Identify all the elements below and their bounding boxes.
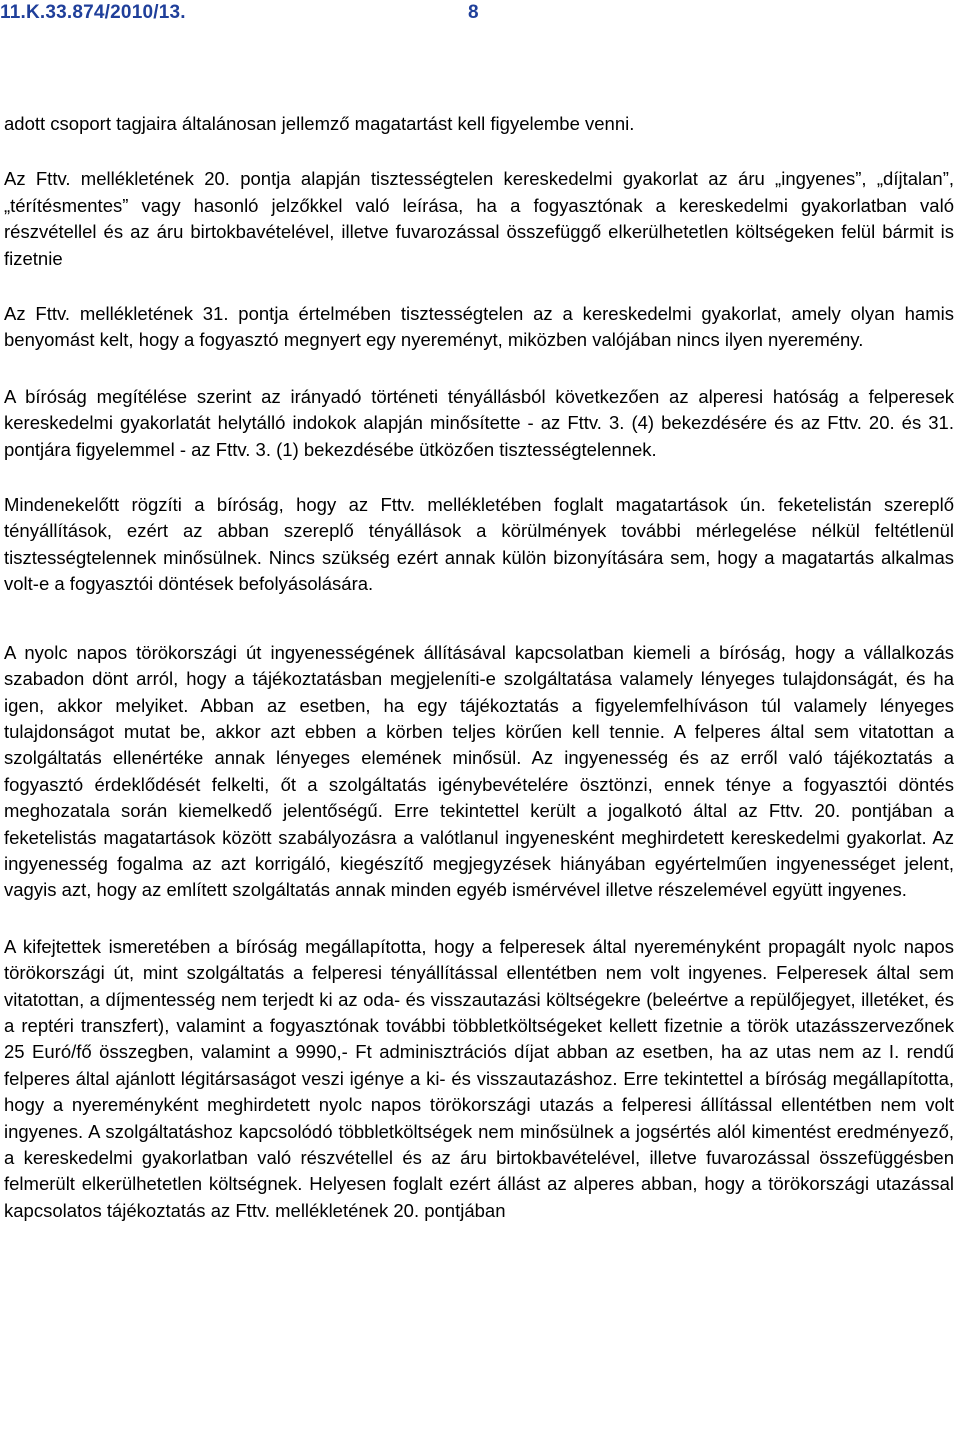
paragraph-blacklist: Mindenekelőtt rögzíti a bíróság, hogy az Fttv. mellékletében foglalt magatartások ún. feketelistán szereplő tényállítások, ezért az abban szereplő tényállások a körülmények további mérlegelése nélkül feltétlenül tisztességtelennek minősülnek. Nincs szükség ezért annak külön bizonyítására sem, hogy a magatartás alkalmas volt-e a fogyasztói döntések befolyásolására. xyxy=(4,494,954,595)
paragraph-court-findings: A kifejtettek ismeretében a bíróság megállapította, hogy a felperesek által nyereményként propagált nyolc napos törökországi út, mint szolgáltatás a felperesi tényállítással ellentétben nem volt ingyenes. Felperesek által sem vitatottan, a díjmentesség nem terjedt ki az oda- és visszautazási költségekre (beleértve a repülőjegyet, illetéket, és a reptéri transzfert), valamint a fogyasztónak további többletköltségeket kellett fizetnie a török utazásszervezőnek 25 Euró/fő összegben, valamint a 9990,- Ft adminisztrációs díjat abban az esetben, ha az utas nem az I. rendű felperes által ajánlott légitársaságot veszi igénye a ki- és visszautazáshoz. Erre tekintettel a bíróság megállapította, hogy a nyereményként meghirdetett nyolc napos törökországi utazás a felperesi állítással ellentétben nem volt ingyenes. A szolgáltatáshoz kapcsolódó többletköltségek nem minősülnek a jogsértés alól kimentést eredményező, a kereskedelmi gyakorlatban való részvétellel és az áru birtokbavételével, illetve fuvarozással összefüggésben felmerült elkerülhetetlen költségnek. Helyesen foglalt ezért állást az alperes abban, hogy a törökországi utazással kapcsolatos tájékoztatás az Fttv. mellékletének 20. pontjában xyxy=(4,935,954,1221)
paragraph-free-trip-statement: A nyolc napos törökországi út ingyenességének állításával kapcsolatban kiemeli a bíróság, hogy a vállalkozás szabadon dönt arról, hogy a tájékoztatásban megjeleníti-e szolgáltatása valamely lényeges tulajdonságát, és ha igen, akkor melyiket. Abban az esetben, ha egy tájékoztatás a figyelemfelhíváson túl valamely lényeges tulajdonságot mutat be, akkor azt ebben a körben teljes körűen kell tennie. A felperes által sem vitatottan a szolgáltatás ellenértéke annak lényeges elemének minősül. Az ingyenesség és az erről való tájékoztatás a fogyasztó érdeklődését felkelti, őt a szolgáltatás igénybevételére ösztönzi, ennek ténye a fogyasztói döntés meghozatala során kiemelkedő jelentőségű. Erre tekintettel került a jogalkotó által az Fttv. 20. pontjában a feketelistás magatartások között szabályozásra a valótlanul ingyenesként meghirdetett kereskedelmi gyakorlat. Az ingyenesség fogalma az azt korrigáló, kiegészítő megjegyzések hiányában egyértelműen ingyenességet jelent, vagyis azt, hogy az említett szolgáltatás annak minden egyéb ismérvével illetve részelemével együtt ingyenes. xyxy=(4,641,954,901)
document-body xyxy=(4,111,954,1224)
case-reference-number: 11.K.33.874/2010/13. xyxy=(0,2,186,23)
paragraph-fttv-point-20: Az Fttv. mellékletének 20. pontja alapján tisztességtelen kereskedelmi gyakorlat az áru „ingyenes”, „díjtalan”, „térítésmentes” vagy hasonló jelzőkkel való leírása, ha a fogyasztónak a kereskedelmi gyakorlatban való részvétellel és az áru birtokbavételével, illetve fuvarozással összefüggő elkerülhetetlen költségeken felül bármit is fizetnie xyxy=(4,168,954,269)
paragraph-fttv-point-31: Az Fttv. mellékletének 31. pontja értelmében tisztességtelen az a kereskedelmi gyakorlat, amely olyan hamis benyomást kelt, hogy a fogyasztó megnyert egy nyereményt, miközben valójában nincs ilyen nyeremény. xyxy=(4,303,954,351)
paragraph-court-assessment: A bíróság megítélése szerint az irányadó történeti tényállásból következően az alperesi hatóság a felperesek kereskedelmi gyakorlatát helytálló indokok alapján minősítette - az Fttv. 3. (4) bekezdésére és az Fttv. 20. és 31. pontjára figyelemmel - az Fttv. 3. (1) bekezdésébe ütközően tisztességtelennek. xyxy=(4,385,954,460)
page-number: 8 xyxy=(468,2,479,23)
paragraph-intro-continuation: adott csoport tagjaira általánosan jellemző magatartást kell figyelembe venni. xyxy=(4,113,635,134)
